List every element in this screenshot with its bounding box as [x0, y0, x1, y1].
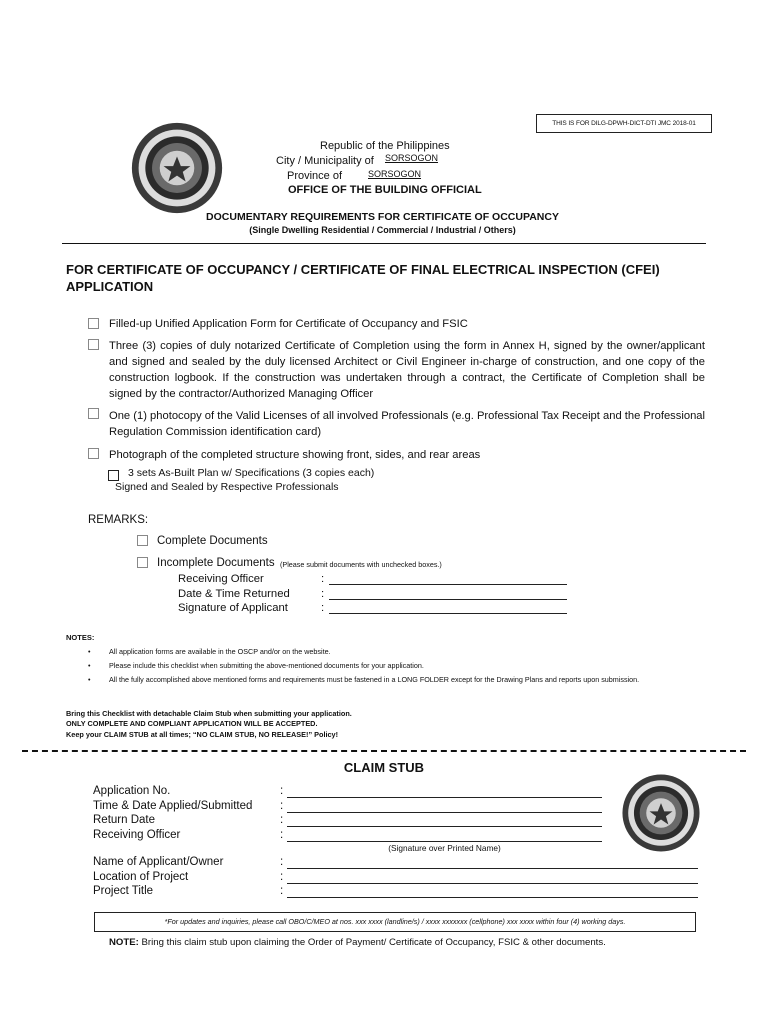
signature-applicant-line[interactable] [329, 612, 567, 614]
project-title-line[interactable] [287, 896, 698, 898]
remarks-label: REMARKS: [88, 514, 149, 526]
section-title-line2: APPLICATION [66, 279, 154, 294]
return-date-line[interactable] [287, 825, 602, 827]
sub-requirement-line1: 3 sets As-Built Plan w/ Specifications (3 copies each) [128, 467, 375, 479]
stub-note-label: NOTE: [109, 937, 139, 948]
incomplete-documents-label: Incomplete Documents [157, 557, 275, 569]
receiving-officer-label: Receiving Officer [178, 573, 264, 585]
note-item: Please include this checklist when submitting the above-mentioned documents for your application. [109, 661, 424, 670]
project-location-line[interactable] [287, 882, 698, 884]
date-applied-line[interactable] [287, 811, 602, 813]
stub-note [109, 937, 606, 948]
complete-documents-label: Complete Documents [157, 535, 268, 547]
sub-requirement-checkbox[interactable] [108, 470, 119, 481]
requirement-checkbox[interactable] [88, 318, 99, 329]
application-no-label: Application No. [93, 785, 171, 797]
receiving-officer-line[interactable] [329, 583, 567, 585]
field-colon: : [280, 871, 284, 883]
requirement-item: One (1) photocopy of the Valid Licenses of all involved Professionals (e.g. Professional Tax Receipt and the Professional Regulation Commission identification card) [109, 410, 705, 438]
requirement-checkbox[interactable] [88, 339, 99, 350]
city-seal-logo [129, 120, 225, 216]
field-colon: : [321, 602, 325, 614]
field-colon: : [280, 829, 284, 841]
province-label: Province of [287, 170, 343, 182]
requirement-checkbox[interactable] [88, 408, 99, 419]
stub-note-text: Bring this claim stub upon claiming the Order of Payment/ Certificate of Occupancy, FSIC & other documents. [141, 937, 606, 948]
field-colon: : [321, 573, 325, 585]
applicant-name-line[interactable] [287, 867, 698, 869]
stub-receiving-officer-line[interactable] [287, 840, 602, 842]
section-title-line1: FOR CERTIFICATE OF OCCUPANCY / CERTIFICATE OF FINAL ELECTRICAL INSPECTION (CFEI) [66, 262, 660, 277]
applicant-name-label: Name of Applicant/Owner [93, 856, 224, 868]
checklist-reminder: Bring this Checklist with detachable Claim Stub when submitting your application. [66, 709, 352, 718]
jmc-reference-box: THIS IS FOR DILG-DPWH-DICT-DTI JMC 2018-01 [536, 114, 712, 133]
bullet: • [88, 661, 91, 670]
note-item: All the fully accomplished above mentioned forms and requirements must be fastened in a LONG FOLDER except for the Drawing Plans and reports upon submission. [109, 675, 640, 684]
signature-caption: (Signature over Printed Name) [388, 843, 501, 853]
field-colon: : [321, 588, 325, 600]
doc-title: DOCUMENTARY REQUIREMENTS FOR CERTIFICATE OF OCCUPANCY [206, 211, 559, 223]
bullet: • [88, 675, 91, 684]
claim-stub-title: CLAIM STUB [343, 760, 425, 775]
field-colon: : [280, 856, 284, 868]
notes-label: NOTES: [66, 633, 95, 642]
requirement-checkbox[interactable] [88, 448, 99, 459]
requirement-item: Photograph of the completed structure showing front, sides, and rear areas [109, 449, 481, 461]
inquiry-box: *For updates and inquiries, please call OBO/C/MEO at nos. xxx xxxx (landline/s) / xxxx xxxxxxx (cellphone) xxx xxxx within four (4) working days. [94, 912, 696, 932]
project-title-label: Project Title [93, 885, 154, 897]
city-value: SORSOGON [385, 153, 439, 163]
project-location-label: Location of Project [93, 871, 189, 883]
office-title: OFFICE OF THE BUILDING OFFICIAL [288, 184, 482, 196]
field-colon: : [280, 885, 284, 897]
header-divider [62, 243, 706, 244]
city-label: City / Municipality of [276, 155, 374, 167]
republic-line: Republic of the Philippines [320, 140, 450, 152]
sub-requirement-line2: Signed and Sealed by Respective Professionals [115, 481, 339, 493]
requirement-item: Filled-up Unified Application Form for Certificate of Occupancy and FSIC [109, 318, 468, 330]
doc-subtitle: (Single Dwelling Residential / Commercial / Industrial / Others) [249, 225, 516, 235]
incomplete-note: (Please submit documents with unchecked boxes.) [280, 560, 442, 569]
bullet: • [88, 647, 91, 656]
city-seal-logo [620, 772, 702, 854]
complete-checkbox[interactable] [137, 535, 148, 546]
claim-stub-reminder: Keep your CLAIM STUB at all times; “NO CLAIM STUB, NO RELEASE!” Policy! [66, 730, 339, 739]
stub-receiving-officer-label: Receiving Officer [93, 829, 181, 841]
field-colon: : [280, 800, 284, 812]
signature-applicant-label: Signature of Applicant [178, 602, 288, 614]
field-colon: : [280, 785, 284, 797]
date-returned-line[interactable] [329, 598, 567, 600]
date-applied-label: Time & Date Applied/Submitted [93, 800, 253, 812]
note-item: All application forms are available in the OSCP and/or on the website. [109, 647, 331, 656]
cut-line [22, 750, 746, 752]
date-returned-label: Date & Time Returned [178, 588, 290, 600]
requirement-item: Three (3) copies of duly notarized Certificate of Completion using the form in Annex H, signed by the owner/applicant and signed and sealed by the duly licensed Architect or Civil Engineer in-charge of construction, and one copy of the construction logbook. If the construction was undertaken through a contract, the Certificate of Completion shall be signed by the contractor/Authorized Managing Officer [109, 340, 705, 400]
return-date-label: Return Date [93, 814, 156, 826]
incomplete-checkbox[interactable] [137, 557, 148, 568]
field-colon: : [280, 814, 284, 826]
application-no-line[interactable] [287, 796, 602, 798]
compliance-reminder: ONLY COMPLETE AND COMPLIANT APPLICATION WILL BE ACCEPTED. [66, 719, 318, 728]
province-value: SORSOGON [368, 169, 422, 179]
